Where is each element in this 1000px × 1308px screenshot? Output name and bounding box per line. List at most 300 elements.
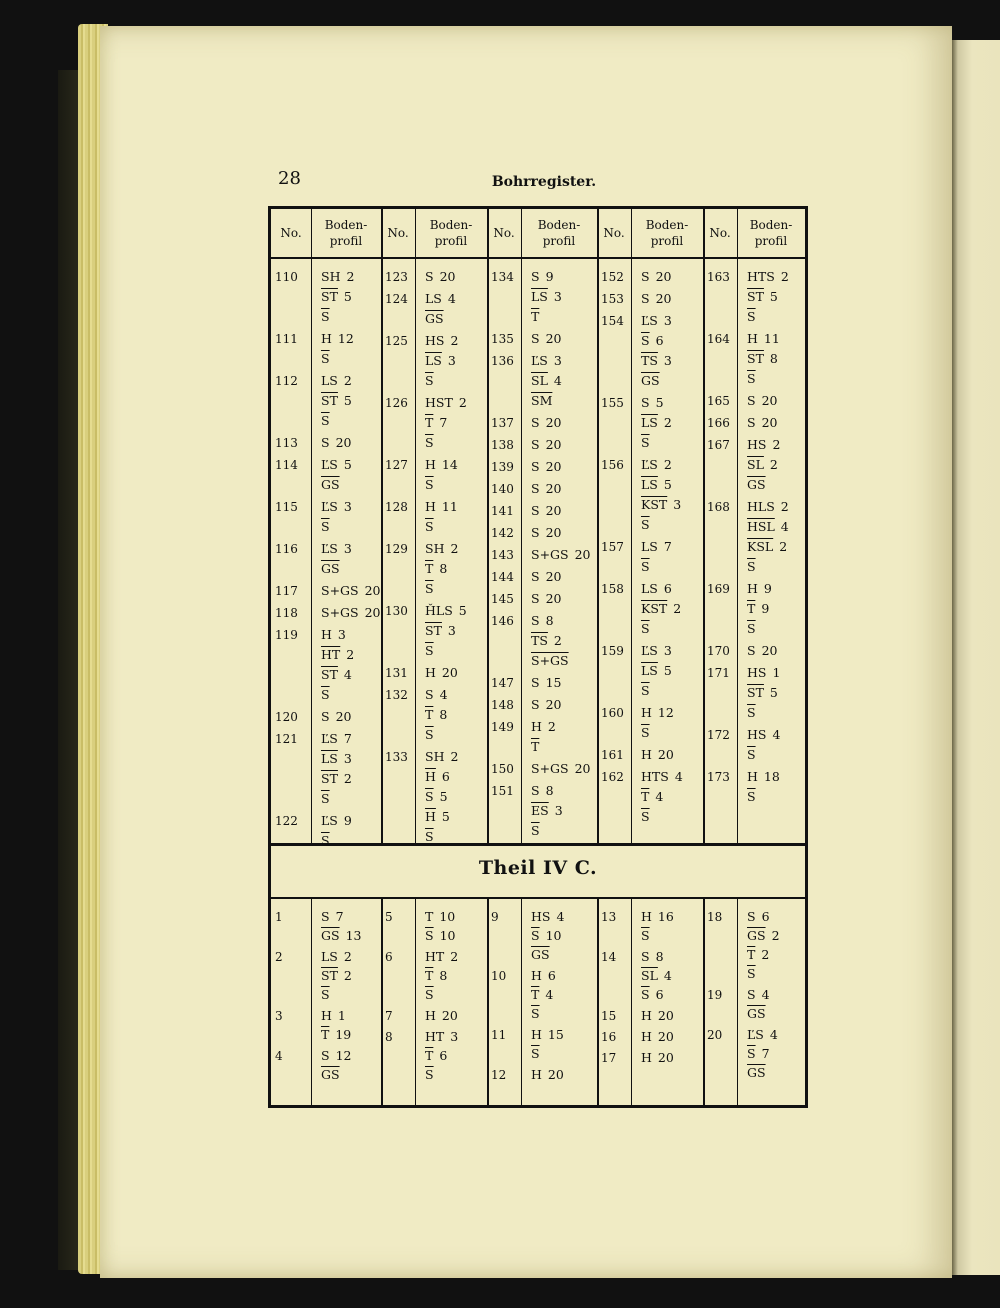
- soil-code: $\overline{TS}$: [641, 353, 658, 368]
- soil-code: S+GS: [321, 583, 359, 598]
- boring-number: 4: [275, 1049, 283, 1063]
- column-rule: [487, 897, 489, 1105]
- layer-depth: 4: [655, 789, 664, 804]
- profile-layer: [747, 537, 787, 557]
- soil-code: $\overline{S}$: [747, 371, 756, 386]
- boring-number: 1: [275, 910, 283, 924]
- profile-layer: [425, 985, 440, 1005]
- profile-layer: [531, 759, 591, 779]
- soil-code: ĽS: [321, 813, 338, 828]
- boring-number: 172: [707, 728, 730, 742]
- boring-number: 130: [385, 604, 408, 618]
- profile-layer: [531, 907, 564, 927]
- layer-depth: 2: [343, 771, 352, 786]
- column-rule: [737, 897, 738, 1105]
- layer-depth: 4: [772, 727, 781, 742]
- profile-layer: [641, 495, 681, 515]
- boring-number: 6: [385, 950, 393, 964]
- column-rule: [597, 209, 599, 843]
- soil-code: LS: [425, 291, 442, 306]
- profile-layer: [321, 665, 352, 685]
- soil-code: $\overline{ST}$: [747, 351, 764, 366]
- soil-code: $\overline{GS}$: [747, 1065, 766, 1080]
- column-rule: [703, 209, 705, 843]
- column-rule: [415, 897, 416, 1105]
- boring-number: 156: [601, 458, 624, 472]
- soil-code: SH: [321, 269, 341, 284]
- profile-layer: [321, 1006, 346, 1026]
- profile-layer: [747, 1025, 778, 1045]
- soil-code: $\overline{S}$: [425, 928, 434, 943]
- boring-number: 150: [491, 762, 514, 776]
- layer-depth: 5: [439, 789, 448, 804]
- layer-depth: 20: [545, 697, 562, 712]
- profile-layer: [321, 581, 381, 601]
- soil-code: S: [531, 481, 540, 496]
- profile-layer: [747, 663, 780, 683]
- boring-number: 132: [385, 688, 408, 702]
- profile-layer: [425, 926, 455, 946]
- profile-layer: [641, 807, 656, 827]
- soil-code: S: [747, 393, 756, 408]
- soil-code: $\overline{GS}$: [747, 1006, 766, 1021]
- soil-code: H: [321, 627, 332, 642]
- soil-code: S: [747, 415, 756, 430]
- soil-code: $\overline{HSL}$: [747, 519, 775, 534]
- profile-layer: [531, 651, 575, 671]
- profile-layer: [641, 475, 672, 495]
- column-header-profile: Boden- profil: [324, 218, 368, 248]
- boring-number: 114: [275, 458, 298, 472]
- layer-depth: 2: [450, 749, 459, 764]
- soil-code: $\overline{GS}$: [531, 947, 550, 962]
- boring-number: 111: [275, 332, 298, 346]
- soil-code: S: [641, 269, 650, 284]
- soil-code: S: [425, 687, 434, 702]
- layer-depth: 2: [761, 947, 770, 962]
- soil-code: ĽS: [321, 731, 338, 746]
- profile-layer: [425, 947, 458, 967]
- profile-layer: [425, 475, 440, 495]
- boring-number: 166: [707, 416, 730, 430]
- profile-layer: [531, 457, 561, 477]
- layer-depth: 7: [761, 1046, 770, 1061]
- soil-code: ĽS: [531, 353, 548, 368]
- soil-code: ĽS: [321, 499, 338, 514]
- profile-layer: [641, 681, 656, 701]
- soil-code: $\overline{S}$: [641, 809, 650, 824]
- layer-depth: 5: [769, 289, 778, 304]
- soil-code: H: [321, 331, 332, 346]
- soil-code: $\overline{S}$: [425, 987, 434, 1002]
- boring-number: 141: [491, 504, 514, 518]
- soil-code: $\overline{S}$: [641, 725, 650, 740]
- layer-depth: 8: [439, 968, 448, 983]
- soil-code: $\overline{T}$: [531, 987, 540, 1002]
- boring-number: 117: [275, 584, 298, 598]
- profile-layer: [747, 369, 762, 389]
- profile-layer: [747, 287, 778, 307]
- register-table: [268, 206, 808, 1108]
- soil-code: ĽS: [321, 541, 338, 556]
- profile-layer: [425, 767, 450, 787]
- boring-number: 5: [385, 910, 393, 924]
- boring-number: 161: [601, 748, 624, 762]
- boring-number: 20: [707, 1028, 723, 1042]
- soil-code: ĽS: [321, 457, 338, 472]
- profile-layer: [641, 619, 656, 639]
- layer-depth: 3: [673, 497, 682, 512]
- soil-code: S: [531, 331, 540, 346]
- soil-code: $\overline{S}$: [321, 687, 330, 702]
- profile-layer: [321, 926, 361, 946]
- soil-code: $\overline{ST}$: [747, 289, 764, 304]
- profile-layer: [321, 497, 352, 517]
- profile-layer: [321, 603, 381, 623]
- boring-number: 157: [601, 540, 624, 554]
- profile-layer: [321, 1065, 346, 1085]
- profile-layer: [641, 1006, 674, 1026]
- layer-depth: 18: [763, 769, 780, 784]
- soil-code: S: [641, 949, 650, 964]
- profile-layer: [641, 599, 681, 619]
- boring-number: 159: [601, 644, 624, 658]
- soil-code: $\overline{S}$: [747, 789, 756, 804]
- column-header-no: No.: [603, 226, 625, 240]
- soil-code: H: [641, 909, 652, 924]
- boring-number: 113: [275, 436, 298, 450]
- layer-depth: 7: [335, 909, 344, 924]
- soil-code: $\overline{LS}$: [321, 751, 338, 766]
- soil-code: $\overline{S}$: [321, 351, 330, 366]
- soil-code: S: [531, 503, 540, 518]
- boring-number: 126: [385, 396, 408, 410]
- layer-depth: 20: [574, 547, 591, 562]
- profile-layer: [531, 391, 558, 411]
- layer-depth: 5: [663, 663, 672, 678]
- layer-depth: 8: [545, 783, 554, 798]
- layer-depth: 20: [545, 331, 562, 346]
- layer-depth: 5: [769, 685, 778, 700]
- profile-layer: [425, 1006, 458, 1026]
- boring-number: 128: [385, 500, 408, 514]
- layer-depth: 2: [343, 968, 352, 983]
- soil-code: $\overline{T}$: [747, 601, 756, 616]
- soil-code: $\overline{ES}$: [531, 803, 549, 818]
- soil-code: LS: [641, 539, 658, 554]
- boring-number: 173: [707, 770, 730, 784]
- soil-code: $\overline{T}$: [531, 309, 540, 324]
- soil-code: $\overline{T}$: [321, 1027, 330, 1042]
- profile-layer: [321, 349, 336, 369]
- profile-layer: [321, 729, 352, 749]
- profile-layer: [747, 767, 780, 787]
- profile-layer: [425, 601, 467, 621]
- soil-code: $\overline{ST}$: [321, 289, 338, 304]
- profile-layer: [321, 831, 336, 851]
- profile-layer: [425, 827, 440, 847]
- profile-layer: [425, 787, 448, 807]
- boring-number: 146: [491, 614, 514, 628]
- column-rule: [487, 209, 489, 843]
- soil-code: $\overline{S}$: [321, 519, 330, 534]
- boring-number: 167: [707, 438, 730, 452]
- layer-depth: 4: [761, 987, 770, 1002]
- boring-number: 11: [491, 1028, 507, 1042]
- soil-code: H: [747, 581, 758, 596]
- profile-layer: [425, 725, 440, 745]
- layer-depth: 20: [364, 583, 381, 598]
- boring-number: 142: [491, 526, 514, 540]
- soil-code: $\overline{S}$: [425, 829, 434, 844]
- layer-depth: 2: [553, 633, 562, 648]
- profile-layer: [747, 599, 769, 619]
- layer-depth: 12: [335, 1048, 352, 1063]
- layer-depth: 4: [780, 519, 789, 534]
- soil-code: $\overline{LS}$: [641, 663, 658, 678]
- profile-layer: [747, 745, 762, 765]
- profile-layer: [531, 329, 561, 349]
- profile-layer: [641, 947, 664, 967]
- column-rule: [311, 897, 312, 1105]
- profile-layer: [425, 413, 447, 433]
- layer-depth: 20: [545, 459, 562, 474]
- boring-number: 137: [491, 416, 514, 430]
- soil-code: HS: [747, 727, 767, 742]
- soil-code: H: [531, 968, 542, 983]
- soil-code: $\overline{T}$: [425, 968, 434, 983]
- profile-layer: [531, 371, 562, 391]
- soil-code: LS: [321, 373, 338, 388]
- layer-depth: 2: [663, 415, 672, 430]
- soil-code: S+GS: [531, 761, 569, 776]
- profile-layer: [531, 695, 561, 715]
- soil-code: SH: [425, 749, 445, 764]
- profile-layer: [531, 1044, 546, 1064]
- running-head: Bohrregister.: [491, 174, 597, 190]
- soil-code: H: [641, 1050, 652, 1065]
- profile-layer: [425, 685, 448, 705]
- boring-number: 122: [275, 814, 298, 828]
- profile-layer: [747, 455, 778, 475]
- profile-layer: [425, 747, 458, 767]
- profile-layer: [531, 413, 561, 433]
- profile-layer: [321, 789, 336, 809]
- profile-layer: [531, 611, 554, 631]
- profile-layer: [747, 413, 777, 433]
- layer-depth: 2: [346, 647, 355, 662]
- profile-layer: [747, 725, 780, 745]
- soil-code: $\overline{S}$: [531, 928, 540, 943]
- boring-number: 134: [491, 270, 514, 284]
- soil-code: $\overline{LS}$: [425, 353, 442, 368]
- profile-layer: [321, 287, 352, 307]
- layer-depth: 20: [761, 415, 778, 430]
- layer-depth: 14: [441, 457, 458, 472]
- profile-layer: [321, 947, 352, 967]
- layer-depth: 2: [772, 437, 781, 452]
- layer-depth: 20: [574, 761, 591, 776]
- soil-code: $\overline{S}$: [321, 791, 330, 806]
- profile-layer: [641, 926, 656, 946]
- layer-depth: 5: [343, 289, 352, 304]
- profile-layer: [425, 455, 458, 475]
- profile-layer: [531, 589, 561, 609]
- soil-code: $\overline{GS}$: [321, 928, 340, 943]
- profile-layer: [531, 673, 561, 693]
- layer-depth: 11: [441, 499, 458, 514]
- profile-layer: [321, 1046, 351, 1066]
- soil-code: S: [321, 709, 330, 724]
- soil-code: $\overline{T}$: [747, 947, 756, 962]
- profile-layer: [425, 1065, 440, 1085]
- profile-layer: [425, 371, 440, 391]
- soil-code: S: [425, 269, 434, 284]
- soil-code: HT: [425, 1029, 445, 1044]
- soil-code: HS: [747, 665, 767, 680]
- layer-depth: 10: [439, 928, 456, 943]
- layer-depth: 3: [343, 499, 352, 514]
- boring-number: 121: [275, 732, 298, 746]
- profile-layer: [321, 749, 352, 769]
- soil-code: $\overline{S}$: [747, 966, 756, 981]
- layer-depth: 8: [655, 949, 664, 964]
- soil-code: $\overline{LS}$: [531, 289, 548, 304]
- profile-layer: [531, 287, 562, 307]
- layer-depth: 20: [545, 525, 562, 540]
- soil-code: $\overline{SL}$: [641, 968, 658, 983]
- soil-code: S: [747, 987, 756, 1002]
- soil-code: $\overline{S}$: [425, 519, 434, 534]
- profile-layer: [321, 539, 352, 559]
- layer-depth: 15: [545, 675, 562, 690]
- boring-number: 164: [707, 332, 730, 346]
- boring-number: 8: [385, 1030, 393, 1044]
- soil-code: $\overline{SM}$: [531, 393, 553, 408]
- boring-number: 135: [491, 332, 514, 346]
- boring-number: 116: [275, 542, 298, 556]
- profile-layer: [425, 663, 458, 683]
- column-header-profile: Boden- profil: [645, 218, 689, 248]
- layer-depth: 8: [439, 707, 448, 722]
- layer-depth: 20: [761, 393, 778, 408]
- column-rule: [521, 897, 522, 1105]
- profile-layer: [641, 985, 664, 1005]
- profile-layer: [425, 393, 467, 413]
- profile-layer: [747, 267, 789, 287]
- profile-layer: [425, 289, 456, 309]
- layer-depth: 5: [655, 395, 664, 410]
- profile-layer: [531, 1025, 564, 1045]
- layer-depth: 6: [441, 769, 450, 784]
- profile-layer: [747, 619, 762, 639]
- soil-code: LS: [321, 949, 338, 964]
- layer-depth: 8: [545, 613, 554, 628]
- layer-depth: 15: [547, 1027, 564, 1042]
- soil-code: $\overline{S}$: [641, 987, 650, 1002]
- column-rule: [415, 209, 416, 843]
- section-rule-top: [271, 843, 805, 846]
- soil-code: T: [425, 909, 434, 924]
- layer-depth: 6: [547, 968, 556, 983]
- boring-number: 147: [491, 676, 514, 690]
- profile-layer: [425, 907, 455, 927]
- profile-layer: [425, 331, 458, 351]
- soil-code: HLS: [747, 499, 775, 514]
- soil-code: H: [641, 1029, 652, 1044]
- layer-depth: 9: [761, 601, 770, 616]
- layer-depth: 20: [657, 1050, 674, 1065]
- soil-code: $\overline{T}$: [641, 789, 650, 804]
- profile-layer: [321, 329, 354, 349]
- profile-layer: [425, 539, 458, 559]
- soil-code: S: [531, 675, 540, 690]
- soil-code: $\overline{H}$: [425, 809, 436, 824]
- boring-number: 144: [491, 570, 514, 584]
- profile-layer: [641, 1027, 674, 1047]
- profile-layer: [747, 329, 780, 349]
- layer-depth: 3: [553, 289, 562, 304]
- boring-number: 151: [491, 784, 514, 798]
- profile-layer: [747, 683, 778, 703]
- soil-code: $\overline{ST}$: [321, 968, 338, 983]
- profile-layer: [641, 413, 672, 433]
- soil-code: S: [747, 643, 756, 658]
- soil-code: $\overline{S}$: [641, 517, 650, 532]
- soil-code: $\overline{S}$: [747, 559, 756, 574]
- layer-depth: 20: [545, 415, 562, 430]
- column-rule: [737, 209, 738, 843]
- soil-code: S: [531, 613, 540, 628]
- profile-layer: [321, 267, 354, 287]
- soil-code: $\overline{LS}$: [641, 477, 658, 492]
- soil-code: H: [425, 665, 436, 680]
- layer-depth: 3: [663, 353, 672, 368]
- soil-code: S: [321, 1048, 330, 1063]
- boring-number: 7: [385, 1009, 393, 1023]
- column-rule: [521, 209, 522, 843]
- profile-layer: [641, 787, 663, 807]
- profile-layer: [641, 723, 656, 743]
- soil-code: $\overline{GS}$: [321, 1067, 340, 1082]
- soil-code: $\overline{S}$: [425, 373, 434, 388]
- profile-layer: [531, 307, 545, 327]
- soil-code: H: [531, 719, 542, 734]
- profile-layer: [531, 567, 561, 587]
- soil-code: H: [425, 499, 436, 514]
- soil-code: $\overline{S}$: [321, 309, 330, 324]
- profile-layer: [531, 545, 591, 565]
- layer-depth: 4: [439, 687, 448, 702]
- layer-depth: 20: [655, 291, 672, 306]
- section-rule-bottom: [271, 897, 805, 899]
- layer-depth: 20: [655, 269, 672, 284]
- soil-code: $\overline{KST}$: [641, 601, 668, 616]
- soil-code: H: [425, 457, 436, 472]
- profile-layer: [425, 705, 447, 725]
- profile-layer: [531, 985, 553, 1005]
- layer-depth: 2: [343, 949, 352, 964]
- soil-code: H: [641, 705, 652, 720]
- layer-depth: 20: [545, 437, 562, 452]
- layer-depth: 20: [441, 1008, 458, 1023]
- layer-depth: 9: [545, 269, 554, 284]
- column-header-profile: Boden- profil: [749, 218, 793, 248]
- soil-code: ȞLS: [425, 603, 453, 618]
- profile-layer: [321, 645, 354, 665]
- layer-depth: 7: [663, 539, 672, 554]
- soil-code: S+GS: [531, 653, 569, 668]
